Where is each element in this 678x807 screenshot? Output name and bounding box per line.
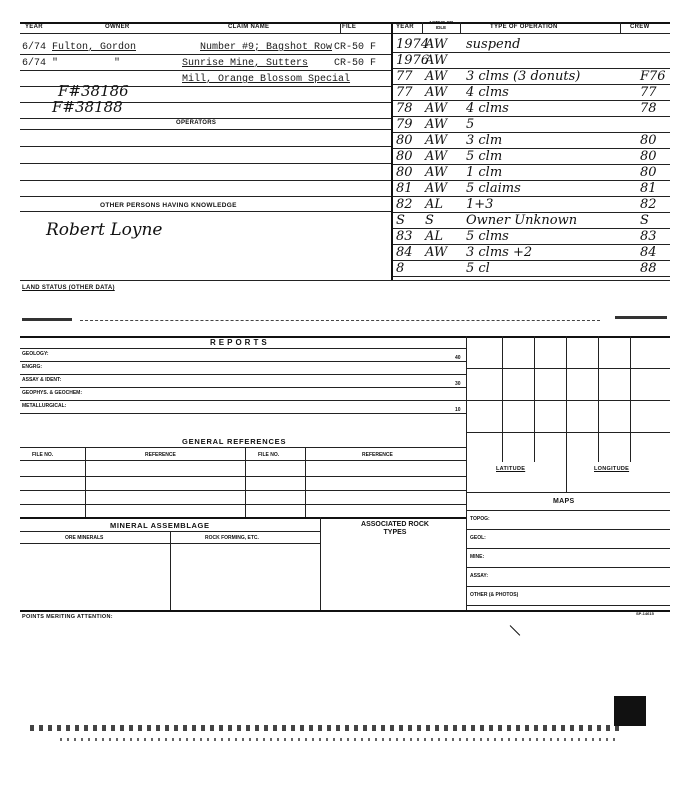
activity-type: 3 clm [466,133,503,148]
activity-status: AW [425,149,448,164]
gr-col-file-2: FILE NO. [258,452,280,458]
grid-line [305,447,306,517]
activity-type: 4 clms [466,101,509,116]
associated-rock-types-label: ASSOCIATED ROCK TYPES [361,521,429,536]
longitude-label: LONGITUDE [594,466,630,472]
grid-line [566,462,567,492]
map-row-rule [466,548,670,549]
land-status-label: LAND STATUS (OTHER DATA) [22,285,115,291]
activity-year: 1976 [396,53,430,68]
grid-line [466,492,670,493]
activity-type: 1 clm [466,165,503,180]
activity-status: AW [425,101,448,116]
row-rule [20,129,391,130]
map-label: GEOL: [470,535,486,541]
gr-col-ref-2: REFERENCE [362,452,393,458]
activity-year: 78 [396,101,413,116]
row-rule [20,460,466,461]
smudge [615,316,667,319]
activity-type: 5 clm [466,149,503,164]
header-divider [340,22,341,34]
activity-type: suspend [466,37,521,52]
grid-line [466,368,670,369]
map-row-rule [466,605,670,606]
activity-status: AW [425,245,448,260]
activity-year: 82 [396,197,413,212]
other-persons-label: OTHER PERSONS HAVING KNOWLEDGE [100,202,237,209]
smudge [22,318,72,321]
activity-status: AL [425,229,444,244]
row-rule [20,504,466,505]
activity-crew: 84 [640,245,657,260]
header-divider [422,22,423,34]
activity-year: 80 [396,133,413,148]
map-row-rule [466,529,670,530]
header-year: YEAR [25,24,43,30]
activity-status: AW [425,181,448,196]
report-number: 10 [455,407,461,413]
header-divider [460,22,461,34]
row-rule [20,180,391,181]
scan-dark-block [614,696,646,726]
row-rule [20,490,466,491]
section-rule [20,280,670,281]
activity-type: 1+3 [466,197,494,212]
stray-mark [510,625,521,636]
activity-status: AL [425,197,444,212]
operators-label: OPERATORS [176,120,217,126]
owner-row-1-file: CR-50 F [334,42,377,53]
activity-year: 81 [396,181,413,196]
activity-crew: F76 [640,69,666,84]
gr-col-ref-1: REFERENCE [145,452,176,458]
activity-year: 77 [396,69,413,84]
owner-row-1-owner: Fulton, Gordon [52,42,137,53]
activity-crew: 78 [640,101,657,116]
activity-status: AW [425,117,448,132]
report-row-rule [20,400,466,401]
activity-crew: 80 [640,149,657,164]
owner-row-2-owner: " [114,58,121,69]
activity-year: 80 [396,165,413,180]
map-label: MINE: [470,554,485,560]
grid-line [502,336,503,462]
owner-row-2-claim: Sunrise Mine, Sutters [182,58,309,69]
row-rule [20,163,391,164]
owner-row-1-year: 6/74 [22,42,47,53]
row-rule [20,211,391,212]
row-rule [20,118,391,119]
report-label: METALLURGICAL: [22,403,67,409]
general-references-title: GENERAL REFERENCES [182,437,287,446]
activity-status: AW [425,69,448,84]
map-label: ASSAY: [470,573,489,579]
report-number: 40 [455,355,461,361]
activity-year: 84 [396,245,413,260]
row-rule [20,70,391,71]
scan-noise [30,725,620,731]
grid-line [598,336,599,462]
owner-row-3-claim: Mill, Orange Blossom Special [182,74,351,85]
activity-status: AW [425,53,448,68]
activity-crew: 81 [640,181,657,196]
row-rule [20,54,391,55]
activity-status: AW [425,37,448,52]
activity-type: 4 clms [466,85,509,100]
activity-row-rule [393,276,670,277]
activity-crew: 83 [640,229,657,244]
activity-year: 83 [396,229,413,244]
header-active-idle: ACTIVE OR IDLE [428,20,454,30]
header-divider [620,22,621,34]
report-row-rule [20,413,466,414]
report-row-rule [20,361,466,362]
gr-col-file-1: FILE NO. [32,452,54,458]
activity-crew: 88 [640,261,657,276]
reports-top-rule [20,336,670,338]
maps-title: MAPS [553,498,575,505]
mineral-assemblage-title: MINERAL ASSEMBLAGE [110,521,210,530]
header-bottom-rule [20,33,670,34]
map-row-rule [466,567,670,568]
report-row-rule [20,374,466,375]
map-row-rule [466,586,670,587]
activity-type: 5 [466,117,475,132]
row-rule [20,348,466,349]
report-label: GEOLOGY: [22,351,49,357]
owner-note-1: F#38186 [58,82,129,100]
activity-type: 5 clms [466,229,509,244]
header-claim-name: CLAIM NAME [228,24,270,30]
grid-line [534,336,535,462]
grid-line [466,432,670,433]
activity-crew: 77 [640,85,657,100]
map-label: TOPOG: [470,516,490,522]
latitude-label: LATITUDE [496,466,526,472]
bottom-rule [20,610,670,612]
activity-row-rule [393,260,670,261]
grid-line [566,336,567,462]
activity-type: 3 clms (3 donuts) [466,69,581,84]
owner-note-2: F#38188 [52,98,123,116]
grid-line [170,531,171,611]
report-label: GEOPHYS. & GEOCHEM: [22,390,83,396]
map-label: OTHER (& PHOTOS) [470,592,519,598]
other-person-name: Robert Loyne [46,220,163,240]
header-owner: OWNER [105,24,130,30]
grid-line [320,517,321,611]
activity-type: 5 claims [466,181,521,196]
points-meriting-label: POINTS MERITING ATTENTION: [22,614,113,620]
activity-year: 77 [396,85,413,100]
report-number: 30 [455,381,461,387]
divider-reports-maps [466,336,467,612]
rock-forming-label: ROCK FORMING, ETC. [205,535,259,541]
report-label: ENGRG: [22,364,42,370]
activity-year: 8 [396,261,405,276]
grid-line [630,336,631,462]
activity-status: AW [425,165,448,180]
divider-owner-activity [391,22,393,280]
header-type-operation: TYPE OF OPERATION [490,24,558,30]
row-rule [20,476,466,477]
activity-crew: 80 [640,165,657,180]
activity-status: AW [425,133,448,148]
activity-status: S [425,213,434,228]
header-year-2: YEAR [396,24,414,30]
form-number: SP-14615 [636,611,654,616]
row-rule [20,447,466,448]
report-row-rule [20,387,466,388]
reports-title: REPORTS [210,338,270,347]
row-rule [20,196,391,197]
scan-noise [60,738,620,741]
activity-type: Owner Unknown [466,213,578,228]
ore-minerals-label: ORE MINERALS [65,535,104,541]
grid-line [466,400,670,401]
activity-type: 5 cl [466,261,490,276]
activity-crew: S [640,213,649,228]
row-rule [20,517,466,519]
activity-year: 1974 [396,37,430,52]
dashed-rule [80,320,600,322]
report-label: ASSAY & IDENT: [22,377,62,383]
activity-year: 80 [396,149,413,164]
owner-row-1-claim: Number #9; Bagshot Row [200,42,333,53]
activity-year: 79 [396,117,413,132]
row-rule [20,146,391,147]
activity-crew: 80 [640,133,657,148]
activity-crew: 82 [640,197,657,212]
owner-row-2-year: 6/74 " [22,58,59,69]
grid-line [85,447,86,517]
grid-line [245,447,246,517]
row-rule [466,510,670,511]
activity-status: AW [425,85,448,100]
header-crew: CREW [630,24,650,30]
owner-row-2-file: CR-50 F [334,58,377,69]
header-file: FILE [342,24,357,30]
activity-type: 3 clms +2 [466,245,533,260]
activity-year: S [396,213,405,228]
